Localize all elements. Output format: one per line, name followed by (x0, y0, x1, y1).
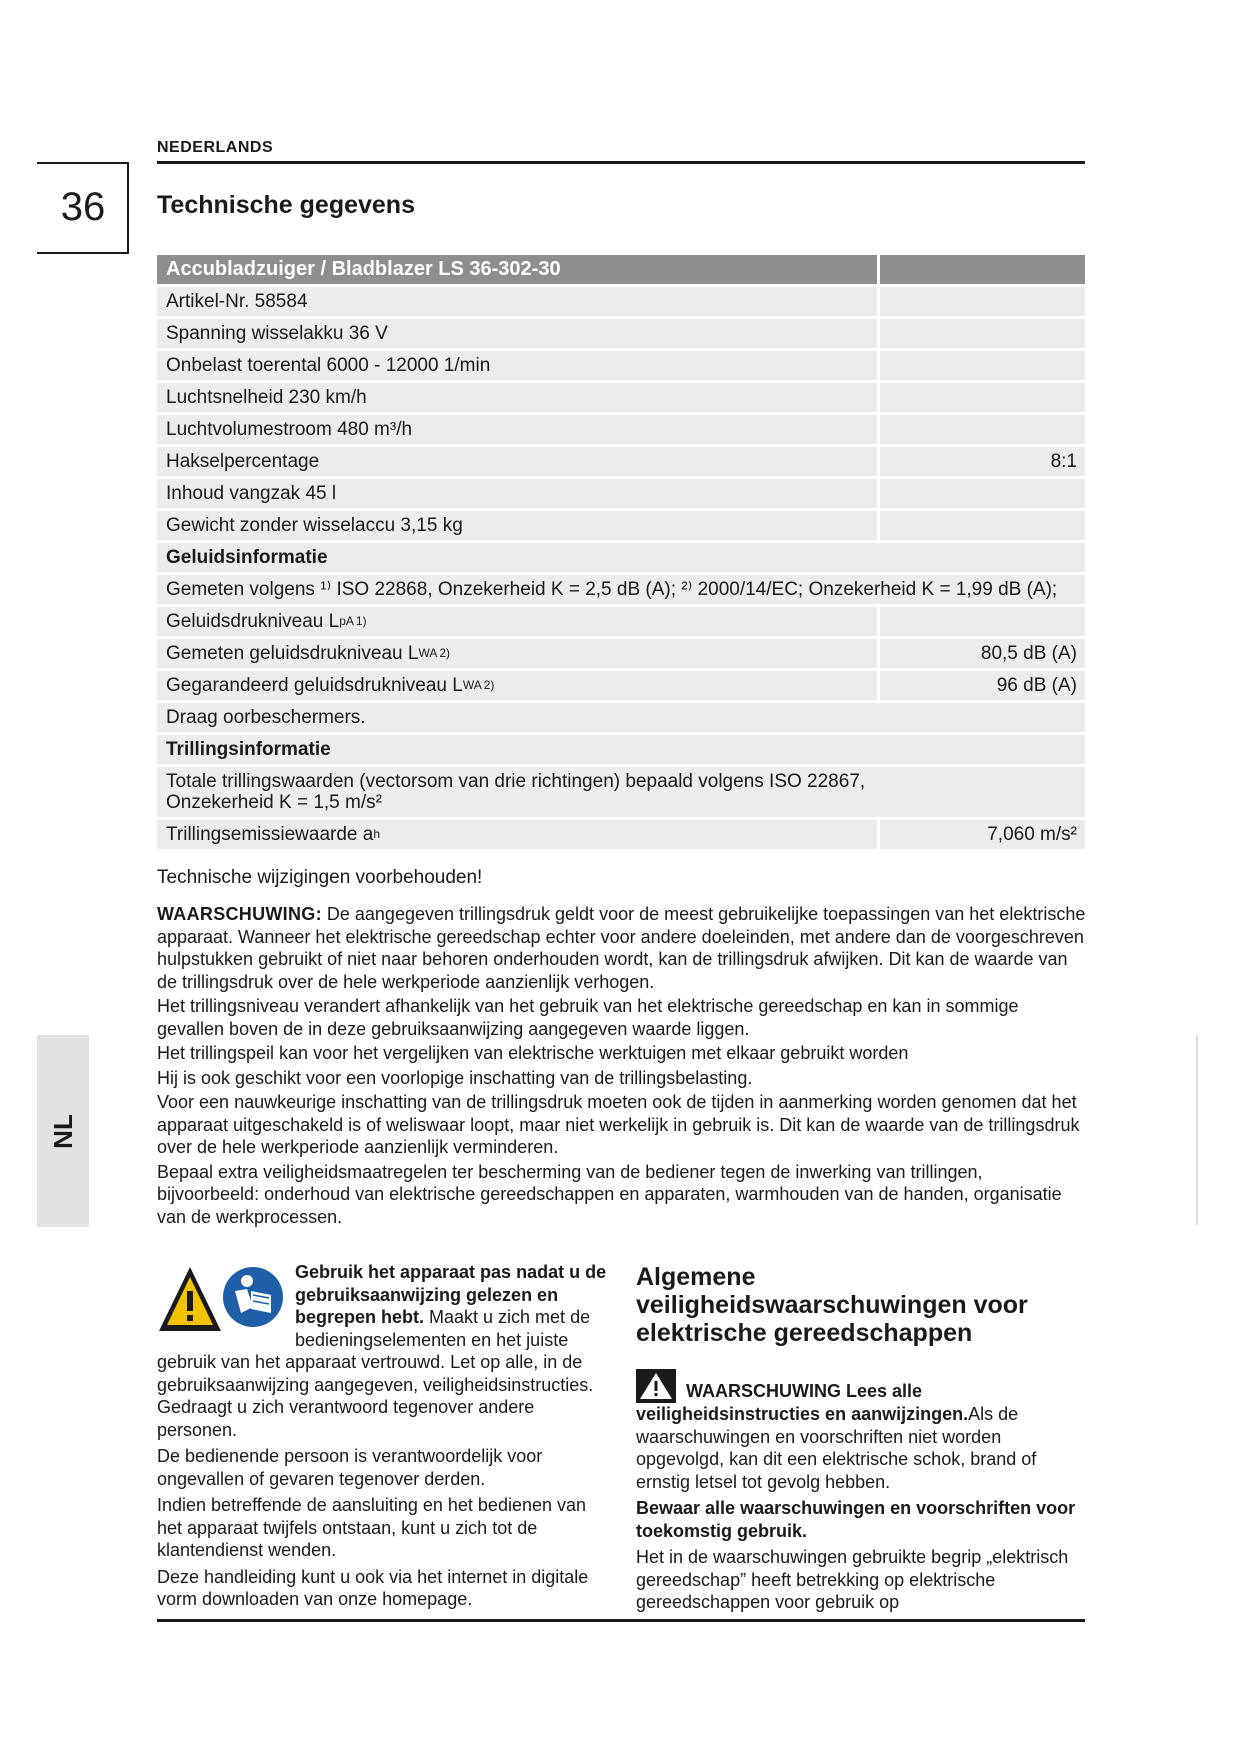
spec-row (157, 415, 1085, 444)
spec-row-value (880, 287, 1085, 316)
ear-protection: Draag oorbeschermers. (157, 703, 1085, 732)
usage-instructions (157, 1261, 607, 1615)
spec-row-value (880, 479, 1085, 508)
sound-heading: Geluidsinformatie (157, 543, 1085, 572)
technical-changes-notice: Technische wijzigingen voorbehouden! (157, 867, 483, 888)
section-title: Technische gegevens (157, 191, 415, 219)
spec-row-value (880, 351, 1085, 380)
vibration-warning-block (157, 903, 1089, 1230)
spec-row-label: Spanning wisselakku 36 V (157, 319, 877, 348)
spec-row-label: Luchtvolumestroom 480 m³/h (157, 415, 877, 444)
sound-row (157, 671, 1085, 700)
sound-row-value (880, 607, 1085, 636)
spec-table-head (157, 255, 1085, 284)
spec-row-label: Inhoud vangzak 45 l (157, 479, 877, 508)
vibration-text-1: Totale trillingswaarden (vectorsom van drie richtingen) bepaald volgens ISO 22867, (166, 771, 866, 792)
usage-paragraph-2: De bedienende persoon is verantwoordelijk voor ongevallen of gevaren tegenover derden. (157, 1446, 543, 1489)
vibration-text (157, 767, 1085, 817)
warning-paragraph-3: Het trillingspeil kan voor het vergelijken van elektrische werktuigen met elkaar gebruikt worden (157, 1043, 909, 1063)
warning-paragraph-2: Het trillingsniveau verandert afhankelijk van het gebruik van het elektrische gereedschap en kan in sommige gevallen boven de in deze gebruiksaanwijzing aangegeven waarde liggen. (157, 996, 1019, 1039)
spec-row-value (880, 415, 1085, 444)
sound-row-label: Gemeten geluidsdrukniveau L WA 2) (157, 639, 877, 668)
top-rule (157, 161, 1085, 164)
usage-paragraph-3: Indien betreffende de aansluiting en het bedienen van het apparaat twijfels ontstaan, kunt u zich tot de klantendienst wenden. (157, 1495, 587, 1560)
bottom-rule (157, 1619, 1085, 1622)
spec-row (157, 511, 1085, 540)
warning-paragraph-4: Hij is ook geschikt voor een voorlopige inschatting van de trillingsbelasting. (157, 1067, 753, 1088)
vibration-value-row (157, 820, 1085, 849)
spec-row-label: Luchtsnelheid 230 km/h (157, 383, 877, 412)
ear-protection-row (157, 703, 1085, 732)
warning-paragraph-5: Voor een nauwkeurige inschatting van de trillingsdruk moeten ook de tijden in aanmerking worden genomen dat het apparaat uitgeschakeld is of weliswaar loopt, maar niet werkelijk in gebruik is. Dit kan de waarde van de trillingsdruk over de hele werkperiode aanzienlijk verminderen. (157, 1092, 1080, 1157)
safety-paragraph-3: Het in de waarschuwingen gebruikte begrip „elektrisch gereedschap” heeft betrekking op elektrische gereedschappen voor gebruik op (636, 1547, 1069, 1612)
spec-row-label: Hakselpercentage (157, 447, 877, 476)
sound-row (157, 639, 1085, 668)
sound-row-value: 96 dB (A) (880, 671, 1085, 700)
spec-row-label: Artikel-Nr. 58584 (157, 287, 877, 316)
vibration-text-row (157, 767, 1085, 817)
icon-group (157, 1261, 287, 1339)
vibration-text-2: Onzekerheid K = 1,5 m/s² (166, 792, 382, 813)
safety-paragraph-1: WAARSCHUWING Lees alle veiligheidsinstructies en aanwijzingen.Als de waarschuwingen en voorschriften niet worden opgevolgd, kan dit een elektrische schok, brand of ernstig letsel tot gevolg hebben. (636, 1369, 1086, 1493)
spec-row-value: 8:1 (880, 447, 1085, 476)
spec-head-label: Accubladzuiger / Bladblazer LS 36-302-30 (157, 255, 877, 284)
sound-heading-row (157, 543, 1085, 572)
spec-row (157, 383, 1085, 412)
warning-triangle-icon (159, 1267, 221, 1331)
read-manual-icon (223, 1267, 283, 1327)
spec-row-value (880, 511, 1085, 540)
spec-row (157, 287, 1085, 316)
sound-measured-row (157, 575, 1085, 604)
spec-row-label: Gewicht zonder wisselaccu 3,15 kg (157, 511, 877, 540)
language-header: NEDERLANDS (157, 139, 274, 156)
language-side-tab-label: NL (47, 1113, 78, 1149)
general-safety-warnings (636, 1263, 1086, 1618)
spec-row (157, 447, 1085, 476)
safety-heading: Algemene veiligheidswaarschuwingen voor elektrische gereedschappen (636, 1263, 1028, 1347)
vibration-heading: Trillingsinformatie (157, 735, 1085, 764)
spec-head-value (880, 255, 1085, 284)
spec-row-value (880, 319, 1085, 348)
spec-row-value (880, 383, 1085, 412)
sound-measured: Gemeten volgens ¹⁾ ISO 22868, Onzekerheid K = 2,5 dB (A); ²⁾ 2000/14/EC; Onzekerheid K = 1,99 dB (A); (157, 575, 1085, 604)
right-margin-mark (1196, 1035, 1198, 1225)
safety-paragraph-2: Bewaar alle waarschuwingen en voorschriften voor toekomstig gebruik. (636, 1498, 1076, 1541)
warning-paragraph-1: WAARSCHUWING: De aangegeven trillingsdruk geldt voor de meest gebruikelijke toepassingen van het elektrische apparaat. Wanneer het elektrische gereedschap echter voor andere doeleinden, met andere dan de voorgeschreven hulpstukken gebruikt of niet naar behoren onderhouden wordt, kan de trillingsdruk afwijken. Dit kan de waarde van de trillingsdruk over de hele werkperiode aanzienlijk verhogen. (157, 904, 1086, 992)
vibration-heading-row (157, 735, 1085, 764)
sound-row-label: Gegarandeerd geluidsdrukniveau L WA 2) (157, 671, 877, 700)
usage-paragraph-4: Deze handleiding kunt u ook via het internet in digitale vorm downloaden van onze homepage. (157, 1566, 589, 1609)
vibration-value: 7,060 m/s² (880, 820, 1085, 849)
spec-table (157, 255, 1085, 852)
spec-row (157, 319, 1085, 348)
spec-row (157, 479, 1085, 508)
sound-row-label: Geluidsdrukniveau L pA 1) (157, 607, 877, 636)
vibration-label: Trillingsemissiewaarde a h (157, 820, 877, 849)
warning-paragraph-6: Bepaal extra veiligheidsmaatregelen ter bescherming van de bediener tegen de inwerking van trillingen, bijvoorbeeld: onderhoud van elektrische gereedschappen en apparaten, warmhouden van de handen, organisatie van de werkprocessen. (157, 1161, 1062, 1227)
spec-row (157, 351, 1085, 380)
spec-row-label: Onbelast toerental 6000 - 12000 1/min (157, 351, 877, 380)
warning-badge-icon (636, 1369, 676, 1403)
usage-paragraph-1: Gebruik het apparaat pas nadat u de gebruiksaanwijzing gelezen en begrepen hebt. Maakt u zich met de bedieningselementen en het juiste gebruik van het apparaat vertrouwd. Let op alle, in de gebruiksaanwijzing aangegeven, veiligheidsinstructies. Gedraagt u zich verantwoord tegenover andere personen. (157, 1262, 607, 1440)
sound-row-value: 80,5 dB (A) (880, 639, 1085, 668)
sound-row (157, 607, 1085, 636)
page-number: 36 (60, 185, 106, 229)
